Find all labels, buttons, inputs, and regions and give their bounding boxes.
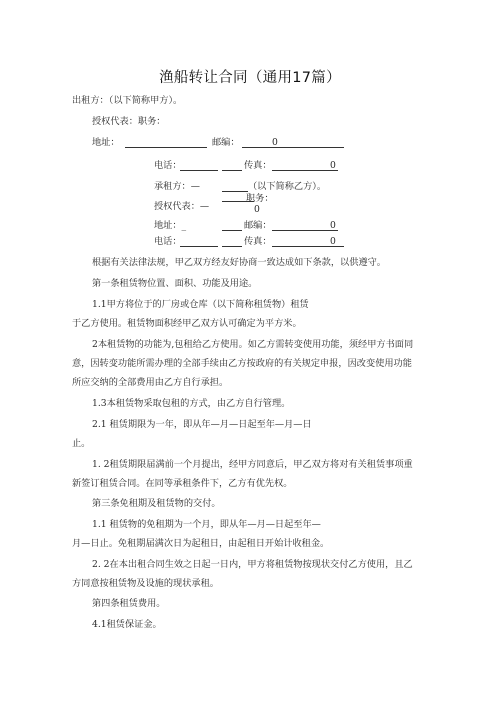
lessee-title-tail: 0 [254,204,260,215]
article-3-heading: 第三条免租期及租赁物的交付。 [92,498,221,509]
document-title: 渔船转让合同（通用17篇） [159,70,341,86]
clause-2-1-line-1: 2.1 租赁期限为一年，即从年—月—日起至年—月—日 [92,419,312,430]
lessor-postcode-tail: 0 [272,137,278,148]
lessee-address-label: 地址：_ [154,220,187,231]
lessee-phone-label: 电话： [154,236,182,247]
clause-3-1-line-2: 月—日止。免租期届满次日为起租日，由起租日开始计收租金。 [72,538,330,549]
lessor-fax-tail: 0 [330,160,336,171]
lessee-note: （以下简称乙方）。 [248,181,327,192]
lessor-phone-label: 电话： [154,160,182,171]
clause-1-2-line-2: 意，因转变功能所需办理的全部手续由乙方按政府的有关规定申报，因改变使用功能 [72,358,412,369]
clause-2-2-line-1: 1. 2租赁期限届满前一个月提出，经甲方同意后，甲乙双方将对有关租赁事项重 [92,459,413,470]
lessee-postcode-blank [272,230,338,231]
lessee-title-label: 职务： [246,193,274,204]
lessee-fax-pre-blank [222,246,242,247]
lessor-line: 出租方：（以下简称甲方）。 [72,95,183,106]
lessee-address-blank [222,230,242,231]
clause-1-1-line-2: 于乙方使用。租赁物面积经甲乙双方认可确定为平方米。 [72,318,302,329]
lessee-fax-label: 传真： [244,236,272,247]
clause-2-1-line-2: 止。 [72,438,91,449]
lessee-rep-line: 授权代表：— [154,201,210,212]
article-4-heading: 第四条租赁费用。 [92,598,166,609]
clause-1-2-line-3: 所应交纳的全部费用由乙方自行承担。 [72,377,229,388]
clause-4-1: 4.1租赁保证金。 [92,619,162,630]
lessee-phone-blank [180,246,218,247]
lessee-line: 承租方：— [154,181,200,192]
lessor-fax-label: 传真： [244,160,272,171]
address-blank [125,147,207,148]
intro-paragraph: 根据有关法律法规，甲乙双方经友好协商一致达成如下条款，以供遵守。 [92,257,386,268]
clause-3-1-line-1: 1.1 租赁物的免租期为一个月，即从年—月—日起至年— [92,519,321,530]
lessee-blank [222,191,248,192]
clause-1-1-line-1: 1.1甲方将位于的厂房或仓库（以下简称租赁物）租赁 [92,299,309,310]
fax-blank [272,170,338,171]
clause-2-2-line-2: 新签订租赁合同。在同等承租条件下，乙方有优先权。 [72,478,293,489]
fax-pre-blank [222,170,242,171]
lessee-postcode-label: 邮编： [244,220,272,231]
lessee-postcode-tail: 0 [330,220,336,231]
clause-3-2-line-2: 方同意按租赁物及设施的现状承租。 [72,578,219,589]
lessor-rep-line: 授权代表：职务： [92,116,166,127]
article-1-heading: 第一条租赁物位置、面积、功能及用途。 [92,278,258,289]
lessee-fax-tail: 0 [330,236,336,247]
postcode-blank [242,147,344,148]
lessor-address-label: 地址： [92,137,120,148]
phone-blank [180,170,218,171]
lessor-postcode-label: 邮编： [212,137,240,148]
clause-1-3: 1.3本租赁物采取包租的方式，由乙方自行管理。 [92,398,291,409]
clause-3-2-line-1: 2. 2在本出租合同生效之日起一日内，甲方将租赁物按现状交付乙方使用，且乙 [92,559,413,570]
clause-1-2-line-1: 2本租赁物的功能为,包租给乙方使用。如乙方需转变使用功能，须经甲方书面同 [92,339,414,350]
